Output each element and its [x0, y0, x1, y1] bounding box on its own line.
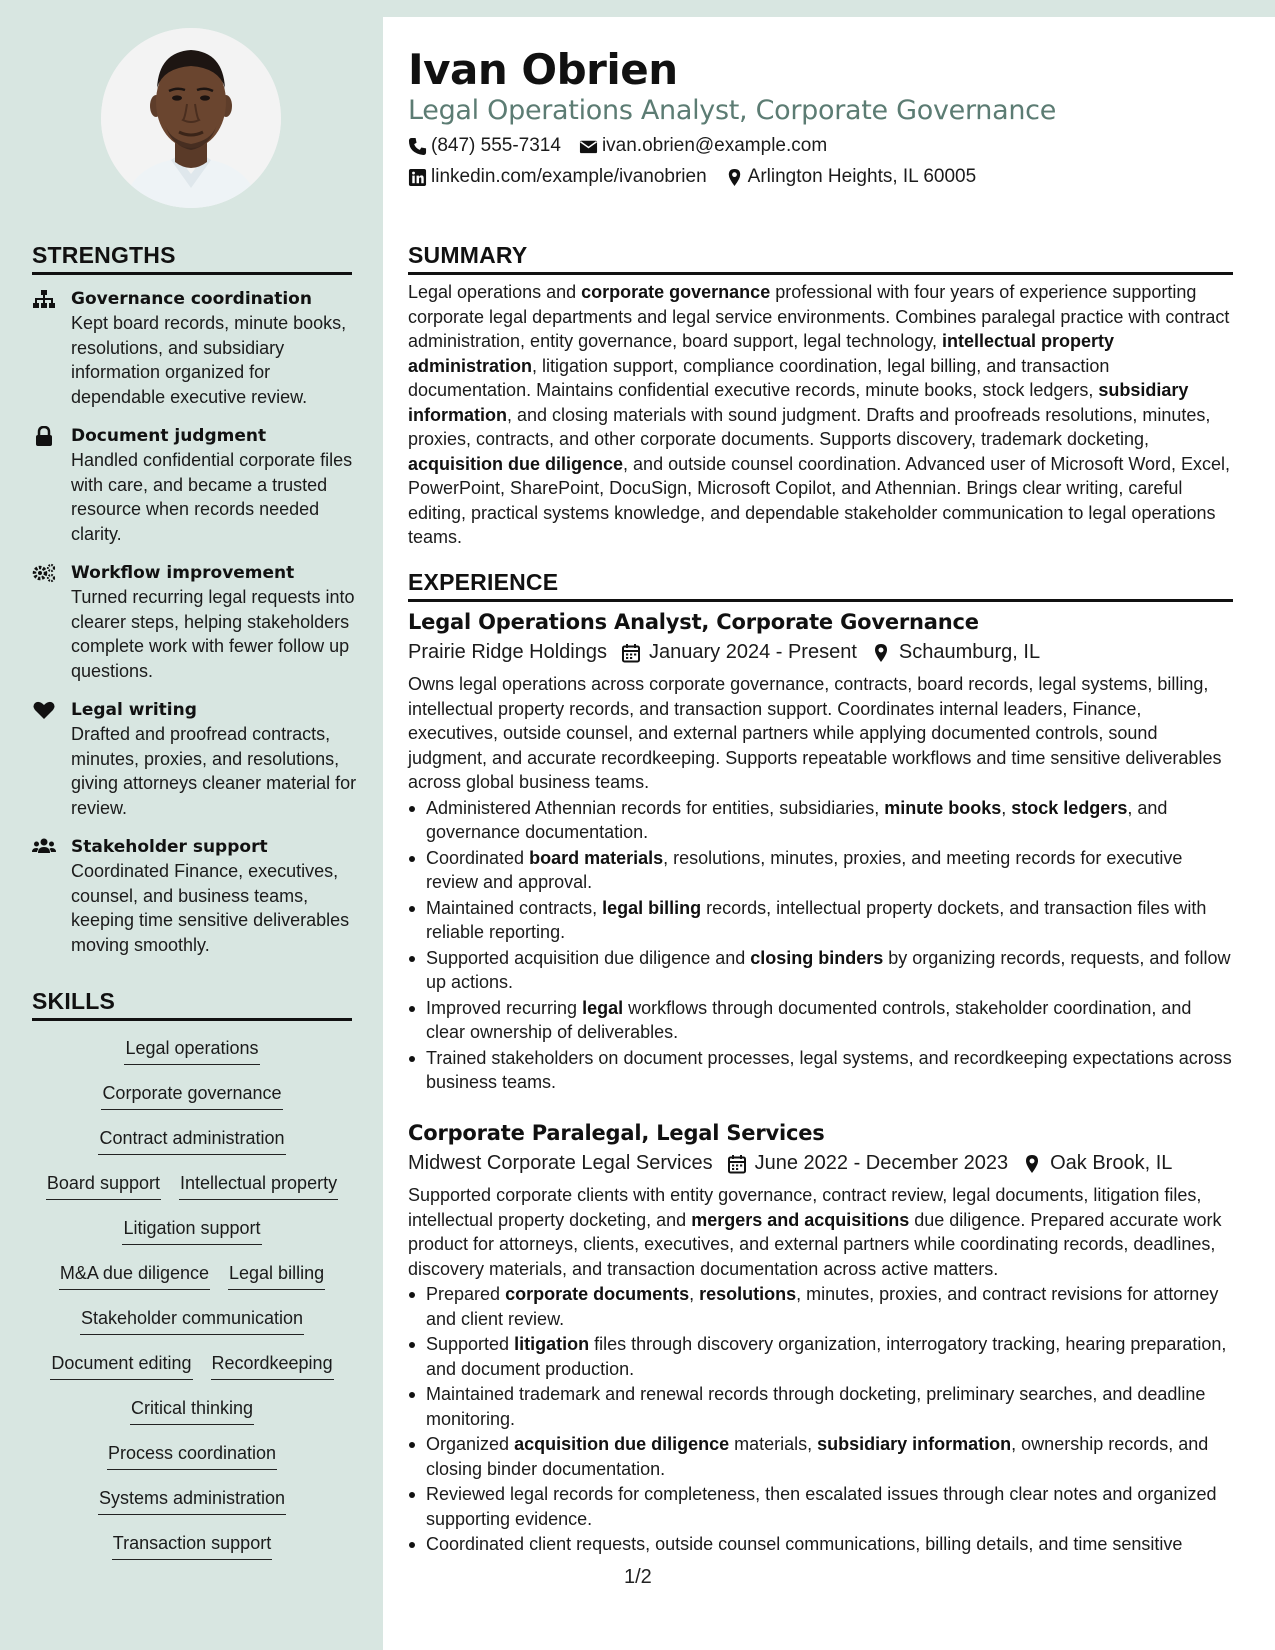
bold-text: resolutions	[699, 1284, 797, 1304]
strength-item	[32, 561, 362, 683]
sitemap-icon	[32, 287, 71, 409]
text-run: Maintained trademark and renewal records through docketing, preliminary searches, and deadline monitoring.	[426, 1384, 1206, 1429]
summary-divider	[408, 272, 1233, 275]
text-run: Reviewed legal records for completeness, then escalated issues through clear notes and organized supporting evidence.	[426, 1484, 1217, 1529]
text-run: Supported corporate clients with entity governance, contract review, legal documents, litigation files, intellectual property docketing, and	[408, 1185, 1202, 1230]
text-run: records, intellectual property dockets, and transaction files with reliable reporting.	[426, 897, 1207, 942]
text-run: Supported acquisition due diligence and	[426, 947, 751, 968]
candidate-headline: Legal Operations Analyst, Corporate Governance	[408, 95, 1057, 126]
skill-tag: Document editing	[50, 1349, 192, 1380]
skill-tag: Process coordination	[107, 1439, 277, 1470]
strength-description: Coordinated Finance, executives, counsel, and business teams, keeping time sensitive deliverables moving smoothly.	[71, 861, 350, 955]
skill-row	[32, 1394, 352, 1439]
phone-icon	[408, 137, 427, 156]
bold-text: intellectual property administration	[408, 331, 1115, 376]
bullet-item	[408, 896, 1234, 945]
text-run: Maintained contracts,	[426, 897, 603, 918]
strength-description: Kept board records, minute books, resolutions, and subsidiary information organized for dependable executive review.	[71, 313, 347, 407]
strength-title: Document judgment	[71, 426, 267, 446]
sidebar	[0, 0, 382, 1650]
skill-tag: Legal billing	[228, 1259, 325, 1290]
bullet-item	[408, 1532, 1234, 1557]
text-run: Legal operations and	[408, 282, 582, 302]
strength-item	[32, 698, 362, 820]
text-run: Trained stakeholders on document processes, legal systems, and recordkeeping expectations across business teams.	[426, 1047, 1232, 1092]
envelope-icon	[579, 137, 598, 156]
text-run: ,	[689, 1284, 700, 1304]
bullet-item	[408, 946, 1234, 995]
text-run: Coordinated	[426, 847, 530, 868]
job-bullets	[408, 796, 1238, 1095]
bullet-item	[408, 996, 1234, 1045]
summary-heading: SUMMARY	[408, 242, 528, 268]
text-run: , ownership records, and closing binder documentation.	[426, 1434, 1209, 1479]
skill-tag: Recordkeeping	[211, 1349, 334, 1380]
skill-row	[32, 1214, 352, 1259]
skill-tag: Contract administration	[98, 1124, 285, 1155]
strength-description: Drafted and proofread contracts, minutes, proxies, and resolutions, giving attorneys cleaner material for review.	[71, 724, 357, 818]
bold-text: board materials	[529, 847, 664, 868]
summary-text	[408, 280, 1234, 550]
skill-tag: Corporate governance	[101, 1079, 282, 1110]
text-run: , and closing materials with sound judgment. Drafts and proofreads resolutions, minutes, proxies, contracts, and other corporate documents. Supports discovery, trademark docketing,	[408, 404, 1211, 449]
strength-title: Stakeholder support	[71, 837, 268, 857]
job-dates: January 2024 - Present	[648, 641, 857, 663]
linkedin-item[interactable]	[408, 166, 707, 188]
bold-text: subsidiary information	[408, 380, 1189, 425]
strength-description: Turned recurring legal requests into clearer steps, helping stakeholders complete work with fewer follow up questions.	[71, 587, 355, 681]
bold-text: closing binders	[750, 947, 884, 968]
gears-icon	[32, 561, 71, 683]
job-dates: June 2022 - December 2023	[754, 1152, 1009, 1174]
linkedin-icon	[408, 168, 427, 187]
bold-text: corporate governance	[581, 282, 771, 302]
skill-tag: Systems administration	[98, 1484, 286, 1515]
strengths-heading: STRENGTHS	[32, 242, 176, 268]
bullet-item	[408, 1332, 1234, 1381]
skill-tag: Transaction support	[112, 1529, 272, 1560]
bold-text: acquisition due diligence	[408, 453, 624, 474]
bold-text: stock ledgers	[1011, 797, 1128, 818]
company-name: Prairie Ridge Holdings	[408, 641, 607, 663]
bold-text: litigation	[514, 1334, 590, 1354]
bullet-item	[408, 1046, 1234, 1095]
text-run: Owns legal operations across corporate governance, contracts, board records, legal systems, billing, intellectual property records, and transaction support. Coordinates internal leaders, Finance, executives, outside counsel, and external partners while applying documented controls, sound judgment, and accurate recordkeeping. Supports repeatable workflows and time sensitive deliverables across global business teams.	[408, 674, 1222, 792]
skill-row	[32, 1484, 352, 1529]
text-run: workflows through documented controls, stakeholder coordination, and clear ownership of deliverables.	[426, 997, 1192, 1042]
job-entry	[408, 1118, 1238, 1558]
text-run: Improved recurring	[426, 997, 583, 1018]
strength-item	[32, 835, 362, 957]
skill-tag: Board support	[46, 1169, 161, 1200]
strengths-list	[32, 287, 362, 972]
text-run: , minutes, proxies, and contract revisions for attorney and client review.	[426, 1284, 1219, 1329]
strength-item	[32, 424, 362, 546]
bold-text: minute books	[884, 797, 1002, 818]
bullet-item	[408, 1382, 1234, 1431]
contact-row	[408, 135, 845, 157]
bold-text: mergers and acquisitions	[691, 1209, 910, 1230]
bold-text: acquisition due diligence	[514, 1434, 730, 1454]
lock-icon	[32, 424, 71, 546]
bold-text: subsidiary information	[817, 1434, 1012, 1454]
experience-heading: EXPERIENCE	[408, 569, 559, 595]
job-location: Oak Brook, IL	[1050, 1152, 1173, 1174]
skill-tag: Litigation support	[122, 1214, 261, 1245]
strengths-divider	[32, 272, 352, 275]
page-number: 1/2	[624, 1566, 652, 1588]
experience-divider	[408, 599, 1233, 602]
phone-text: (847) 555-7314	[431, 135, 561, 156]
job-meta	[408, 1148, 1238, 1179]
job-description	[408, 672, 1234, 795]
text-run: , litigation support, compliance coordination, legal billing, and transaction documentation. Maintains confidential executive records, minute books, stock ledgers,	[408, 355, 1110, 400]
company-name: Midwest Corporate Legal Services	[408, 1152, 713, 1174]
bold-text: legal billing	[602, 897, 702, 918]
skill-tag: Legal operations	[124, 1034, 259, 1065]
skill-row	[32, 1169, 352, 1214]
candidate-name: Ivan Obrien	[408, 45, 678, 94]
job-description	[408, 1183, 1234, 1281]
main-content	[383, 17, 1275, 1650]
skill-row	[32, 1439, 352, 1484]
job-meta	[408, 637, 1238, 668]
location-item	[725, 166, 977, 188]
skills-divider	[32, 1018, 352, 1021]
map-pin-icon	[1022, 1154, 1042, 1174]
text-run: by organizing records, requests, and follow up actions.	[426, 947, 1231, 992]
bullet-item	[408, 796, 1234, 845]
skill-row	[32, 1124, 352, 1169]
email-item[interactable]	[579, 135, 827, 157]
skill-tag: Critical thinking	[130, 1394, 254, 1425]
text-run: ,	[1001, 797, 1012, 818]
bullet-item	[408, 1482, 1234, 1531]
map-pin-icon	[871, 643, 891, 663]
skill-tag: Stakeholder communication	[80, 1304, 304, 1335]
phone-item	[408, 135, 561, 157]
strength-title: Workflow improvement	[71, 563, 295, 583]
text-run: files through discovery organization, interrogatory tracking, hearing preparation, and document production.	[426, 1334, 1227, 1379]
text-run: , and governance documentation.	[426, 797, 1168, 842]
job-entry	[408, 607, 1238, 1096]
strength-item	[32, 287, 362, 409]
users-icon	[32, 835, 71, 957]
text-run: materials,	[729, 1434, 818, 1454]
text-run: , and outside counsel coordination. Advanced user of Microsoft Word, Excel, PowerPoint, SharePoint, DocuSign, Microsoft Copilot, and Athennian. Brings clear writing, careful editing, practical systems knowledge, and dependable stakeholder communication to legal operations teams.	[408, 453, 1231, 547]
profile-photo	[101, 28, 281, 208]
strength-title: Legal writing	[71, 700, 197, 720]
bullet-item	[408, 1282, 1234, 1331]
profile-photo-image	[101, 28, 281, 208]
skill-tag: M&A due diligence	[59, 1259, 210, 1290]
bullet-item	[408, 846, 1234, 895]
bullet-item	[408, 1432, 1234, 1481]
text-run: Supported	[426, 1334, 515, 1354]
skill-tag: Intellectual property	[179, 1169, 338, 1200]
job-title: Legal Operations Analyst, Corporate Governance	[408, 610, 979, 634]
skills-list	[32, 1034, 352, 1574]
bold-text: legal	[582, 997, 624, 1018]
skills-heading: SKILLS	[32, 988, 115, 1014]
text-run: professional with four years of experience supporting corporate legal departments and legal service environments. Combines paralegal practice with contract administration, entity governance, board support, legal technology,	[408, 282, 1230, 351]
skill-row	[32, 1079, 352, 1124]
skill-row	[32, 1259, 352, 1304]
bold-text: corporate documents	[505, 1284, 690, 1304]
skill-row	[32, 1529, 352, 1574]
heart-icon	[32, 698, 71, 820]
location-text: Arlington Heights, IL 60005	[747, 166, 977, 187]
map-pin-icon	[725, 168, 744, 187]
job-title: Corporate Paralegal, Legal Services	[408, 1121, 825, 1145]
job-location: Schaumburg, IL	[898, 641, 1041, 663]
email-text[interactable]: ivan.obrien@example.com	[601, 135, 828, 156]
skill-row	[32, 1034, 352, 1079]
text-run: Coordinated client requests, outside counsel communications, billing details, and time sensitive	[426, 1534, 1183, 1554]
calendar-icon	[621, 643, 641, 663]
job-bullets	[408, 1282, 1238, 1557]
skill-row	[32, 1304, 352, 1349]
contact-row	[408, 166, 994, 188]
strength-description: Handled confidential corporate files with care, and became a trusted resource when records needed clarity.	[71, 450, 353, 544]
text-run: Organized	[426, 1434, 515, 1454]
linkedin-text[interactable]: linkedin.com/example/ivanobrien	[431, 166, 707, 187]
text-run: Administered Athennian records for entities, subsidiaries,	[426, 797, 885, 818]
text-run: , resolutions, minutes, proxies, and meeting records for executive review and approval.	[426, 847, 1183, 892]
text-run: Prepared	[426, 1284, 506, 1304]
skill-row	[32, 1349, 352, 1394]
calendar-icon	[727, 1154, 747, 1174]
text-run: due diligence. Prepared accurate work product for attorneys, clients, executives, and external partners while coordinating records, deadlines, discovery materials, and transaction documentation across active matters.	[408, 1209, 1222, 1279]
strength-title: Governance coordination	[71, 289, 312, 309]
